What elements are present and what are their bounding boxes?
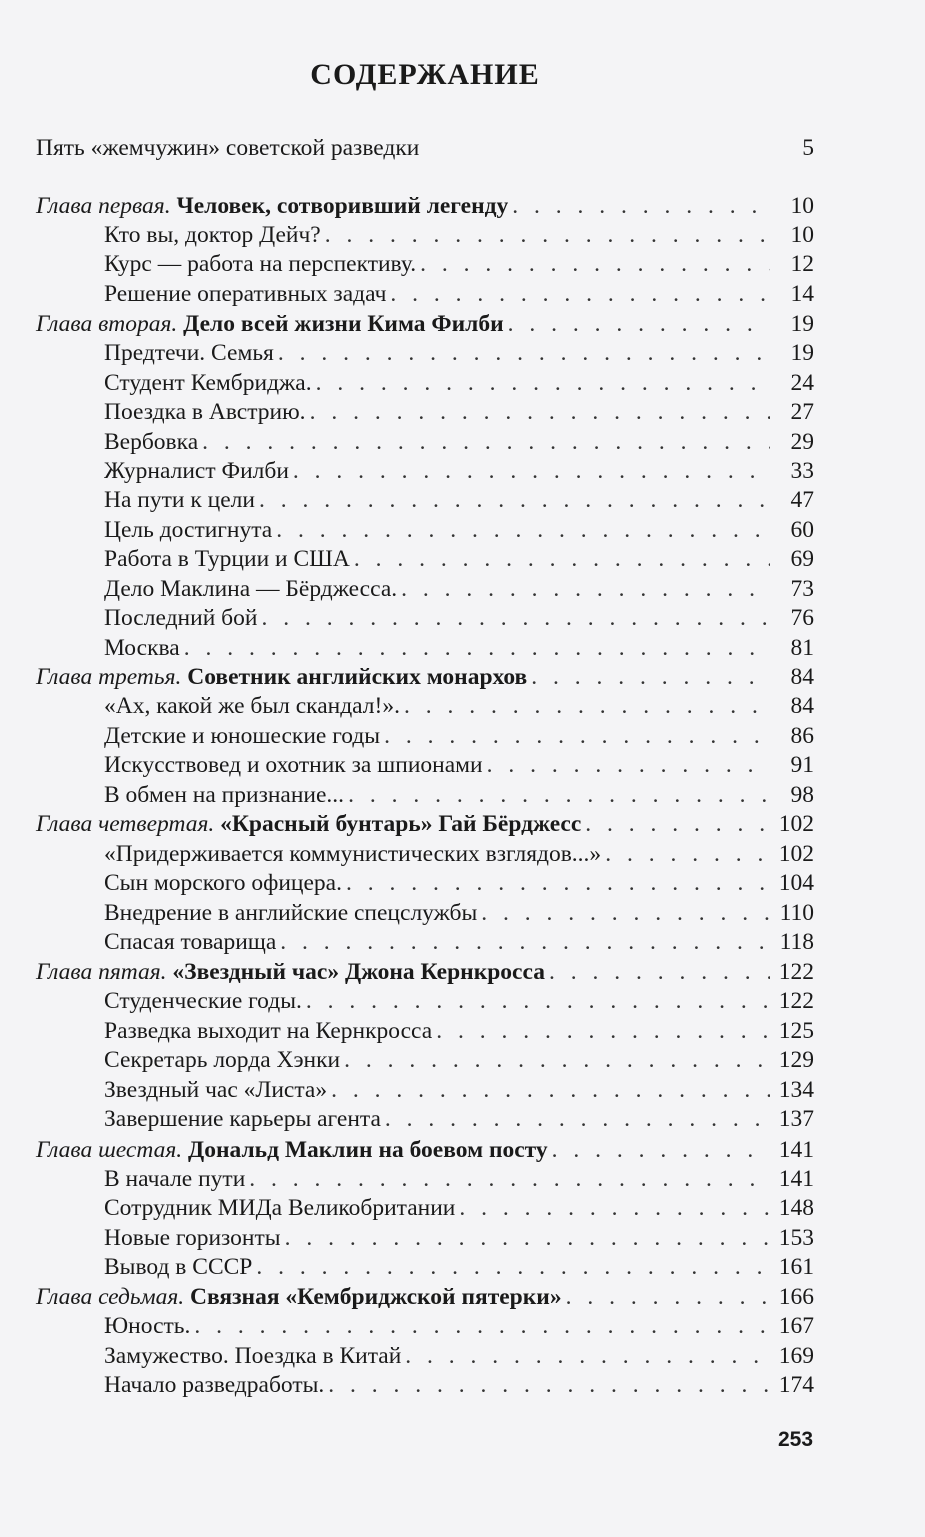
section-title: Вербовка [104, 429, 199, 455]
dot-leader [344, 1046, 770, 1075]
toc-page-number: 134 [778, 1077, 814, 1103]
toc-section-row [104, 339, 814, 368]
dot-leader [328, 1371, 770, 1400]
dot-leader [459, 1194, 770, 1223]
dot-leader [549, 958, 770, 987]
section-title: Цель достигнута [104, 517, 273, 543]
toc-page-number: 29 [790, 429, 814, 455]
toc-page-number: 137 [778, 1106, 814, 1132]
toc-section-row [104, 751, 814, 780]
toc-page-number: 81 [790, 635, 814, 661]
toc-page-number: 27 [790, 399, 814, 425]
toc-page-number: 14 [790, 281, 814, 307]
page-number: 253 [778, 1428, 814, 1451]
section-title: Курс — работа на перспективу. [104, 251, 417, 277]
dot-leader [508, 310, 770, 339]
dot-leader [293, 457, 770, 486]
dot-leader [566, 1283, 770, 1312]
toc-section-row [104, 1076, 814, 1105]
dot-leader [436, 1017, 770, 1046]
toc-page-number: 102 [778, 841, 814, 867]
chapter-label: Глава седьмая. [36, 1284, 185, 1310]
section-title: Студент Кембриджа. [104, 370, 312, 396]
toc-section-row [104, 1194, 814, 1223]
toc-section-row [104, 840, 814, 869]
toc-page-number: 84 [790, 664, 814, 690]
toc-section-row [104, 987, 814, 1016]
section-title: Сын морского офицера. [104, 870, 342, 896]
chapter-heading [36, 1136, 548, 1165]
toc-page-number: 167 [778, 1313, 814, 1339]
toc-section-row [104, 692, 814, 721]
toc-page-number: 102 [778, 811, 814, 837]
dot-leader [331, 1076, 770, 1105]
chapter-heading [36, 192, 508, 221]
toc-chapter-row [36, 1283, 814, 1312]
section-title: «Ах, какой же был скандал!». [104, 693, 400, 719]
chapter-label: Глава третья. [36, 664, 182, 690]
toc-section-row [104, 369, 814, 398]
section-title: В начале пути [104, 1166, 246, 1192]
toc-page-number: 166 [778, 1284, 814, 1310]
dot-leader [259, 486, 770, 515]
section-title: Разведка выходит на Кернкросса [104, 1018, 433, 1044]
section-title: Юность. [104, 1313, 191, 1339]
dot-leader [405, 1342, 770, 1371]
toc-section-row [104, 1105, 814, 1134]
chapter-title: Советник английских монархов [187, 664, 528, 690]
chapter-title: Дело всей жизни Кима Филби [183, 311, 504, 337]
toc-section-row [104, 516, 814, 545]
intro-title: Пять «жемчужин» советской разведки [36, 135, 420, 161]
toc-page-number: 125 [778, 1018, 814, 1044]
dot-leader [285, 1224, 770, 1253]
toc-page-number: 141 [778, 1137, 814, 1163]
toc-page-number: 91 [790, 752, 814, 778]
dot-leader [531, 663, 770, 692]
toc-section-row [104, 604, 814, 633]
section-title: Внедрение в английские спецслужбы [104, 900, 478, 926]
toc-section-row [104, 1165, 814, 1194]
section-title: Детские и юношеские годы [104, 723, 381, 749]
toc-page-number: 86 [790, 723, 814, 749]
dot-leader [194, 1312, 770, 1341]
toc-section-row [104, 928, 814, 957]
toc-page-number: 10 [790, 222, 814, 248]
section-title: Москва [104, 635, 180, 661]
toc-section-row [104, 1342, 814, 1371]
toc-page-number: 76 [790, 605, 814, 631]
toc-page-number: 10 [790, 193, 814, 219]
toc-section-row [104, 280, 814, 309]
dot-leader [280, 928, 770, 957]
toc-page-number: 118 [779, 929, 814, 955]
toc-section-row [104, 781, 814, 810]
section-title: Сотрудник МИДа Великобритании [104, 1195, 456, 1221]
dot-leader [605, 840, 770, 869]
dot-leader [481, 899, 770, 928]
dot-leader [278, 339, 770, 368]
dot-leader [276, 516, 770, 545]
toc-chapter-row [36, 1136, 814, 1165]
toc-page-number: 47 [790, 487, 814, 513]
section-title: Замужество. Поездка в Китай [104, 1343, 402, 1369]
dot-leader [325, 221, 770, 250]
section-title: В обмен на признание... [104, 782, 345, 808]
toc-chapter-row [36, 810, 814, 839]
chapter-heading [36, 810, 581, 839]
toc-section-row [104, 486, 814, 515]
toc-page-number: 33 [790, 458, 814, 484]
toc-page-number: 84 [790, 693, 814, 719]
toc-section-row [104, 634, 814, 663]
toc-page-number: 19 [790, 311, 814, 337]
toc-section-row [104, 221, 814, 250]
toc-page-number: 174 [778, 1372, 814, 1398]
section-title: Спасая товарища [104, 929, 277, 955]
section-title: Последний бой [104, 605, 258, 631]
dot-leader [316, 369, 770, 398]
toc-section-row [104, 428, 814, 457]
dot-leader [585, 810, 770, 839]
toc-page-number: 104 [778, 870, 814, 896]
toc-page-number: 169 [778, 1343, 814, 1369]
toc-page-number: 73 [790, 576, 814, 602]
toc-page-number: 141 [778, 1166, 814, 1192]
dot-leader [261, 604, 770, 633]
toc-chapter-row [36, 958, 814, 987]
toc-section-row [104, 899, 814, 928]
section-title: Завершение карьеры агента [104, 1106, 381, 1132]
section-title: «Придерживается коммунистических взглядов...» [104, 841, 602, 867]
chapter-heading [36, 958, 545, 987]
toc-section-row [104, 1017, 814, 1046]
toc-section-row [104, 250, 814, 279]
section-title: Работа в Турции и США [104, 546, 350, 572]
toc-page-number: 161 [778, 1254, 814, 1280]
section-title: Вывод в СССР [104, 1254, 253, 1280]
toc-section-row [104, 1046, 814, 1075]
toc-page-number: 24 [790, 370, 814, 396]
dot-leader [256, 1253, 770, 1282]
toc-section-row [104, 1371, 814, 1400]
section-title: Кто вы, доктор Дейч? [104, 222, 321, 248]
toc-page-number: 148 [778, 1195, 814, 1221]
chapter-heading [36, 1283, 562, 1312]
dot-leader [512, 192, 770, 221]
toc-page-number: 110 [779, 900, 814, 926]
toc-page-number: 122 [778, 959, 814, 985]
toc-page-number: 19 [790, 340, 814, 366]
toc-page-number: 98 [790, 782, 814, 808]
section-title: Решение оперативных задач [104, 281, 387, 307]
toc-section-row [104, 1312, 814, 1341]
toc-section-row [104, 722, 814, 751]
chapter-title: Дональд Маклин на боевом посту [188, 1137, 548, 1163]
dot-leader [487, 751, 770, 780]
chapter-title: Связная «Кембриджской пятерки» [190, 1284, 562, 1310]
dot-leader [552, 1136, 770, 1165]
section-title: Предтечи. Семья [104, 340, 274, 366]
section-title: Поездка в Австрию. [104, 399, 306, 425]
toc-chapter-row [36, 192, 814, 221]
toc-section-row [104, 575, 814, 604]
chapter-label: Глава шестая. [36, 1137, 183, 1163]
dot-leader [390, 280, 770, 309]
toc-section-row [104, 457, 814, 486]
section-title: Новые горизонты [104, 1225, 281, 1251]
dot-leader [401, 575, 770, 604]
toc-page-number: 122 [778, 988, 814, 1014]
toc-section-row [104, 869, 814, 898]
dot-leader [249, 1165, 770, 1194]
toc-page-number: 12 [790, 251, 814, 277]
toc-page-number: 60 [790, 517, 814, 543]
toc-intro-row [36, 134, 814, 163]
toc-section-row [104, 1253, 814, 1282]
chapter-label: Глава четвертая. [36, 811, 215, 837]
chapter-label: Глава первая. [36, 193, 171, 219]
chapter-title: «Звездный час» Джона Кернкросса [172, 959, 545, 985]
dot-leader [420, 250, 770, 279]
section-title: Начало разведработы. [104, 1372, 325, 1398]
section-title: Искусствовед и охотник за шпионами [104, 752, 483, 778]
chapter-title: «Красный бунтарь» Гай Бёрджесс [220, 811, 582, 837]
section-title: На пути к цели [104, 487, 255, 513]
section-title: Секретарь лорда Хэнки [104, 1047, 341, 1073]
dot-leader [384, 722, 770, 751]
dot-leader [404, 692, 770, 721]
toc-page-number: 153 [778, 1225, 814, 1251]
toc-section-row [104, 1224, 814, 1253]
toc-chapter-row [36, 310, 814, 339]
dot-leader [354, 545, 770, 574]
section-title: Дело Маклина — Бёрджесса. [104, 576, 398, 602]
chapter-label: Глава вторая. [36, 311, 178, 337]
chapter-heading [36, 663, 527, 692]
toc-section-row [104, 545, 814, 574]
toc-page-number: 69 [790, 546, 814, 572]
chapter-title: Человек, сотворивший легенду [176, 193, 509, 219]
toc-page-number: 129 [778, 1047, 814, 1073]
dot-leader [310, 398, 770, 427]
dot-leader [348, 781, 770, 810]
toc-page-number: 5 [802, 135, 814, 161]
section-title: Звездный час «Листа» [104, 1077, 328, 1103]
section-title: Студенческие годы. [104, 988, 302, 1014]
toc-chapter-row [36, 663, 814, 692]
page-title: СОДЕРЖАНИЕ [310, 58, 540, 91]
dot-leader [346, 869, 770, 898]
chapter-label: Глава пятая. [36, 959, 167, 985]
section-title: Журналист Филби [104, 458, 289, 484]
chapter-heading [36, 310, 504, 339]
dot-leader [306, 987, 770, 1016]
dot-leader [202, 428, 770, 457]
dot-leader [385, 1105, 770, 1134]
toc-section-row [104, 398, 814, 427]
dot-leader [184, 634, 770, 663]
